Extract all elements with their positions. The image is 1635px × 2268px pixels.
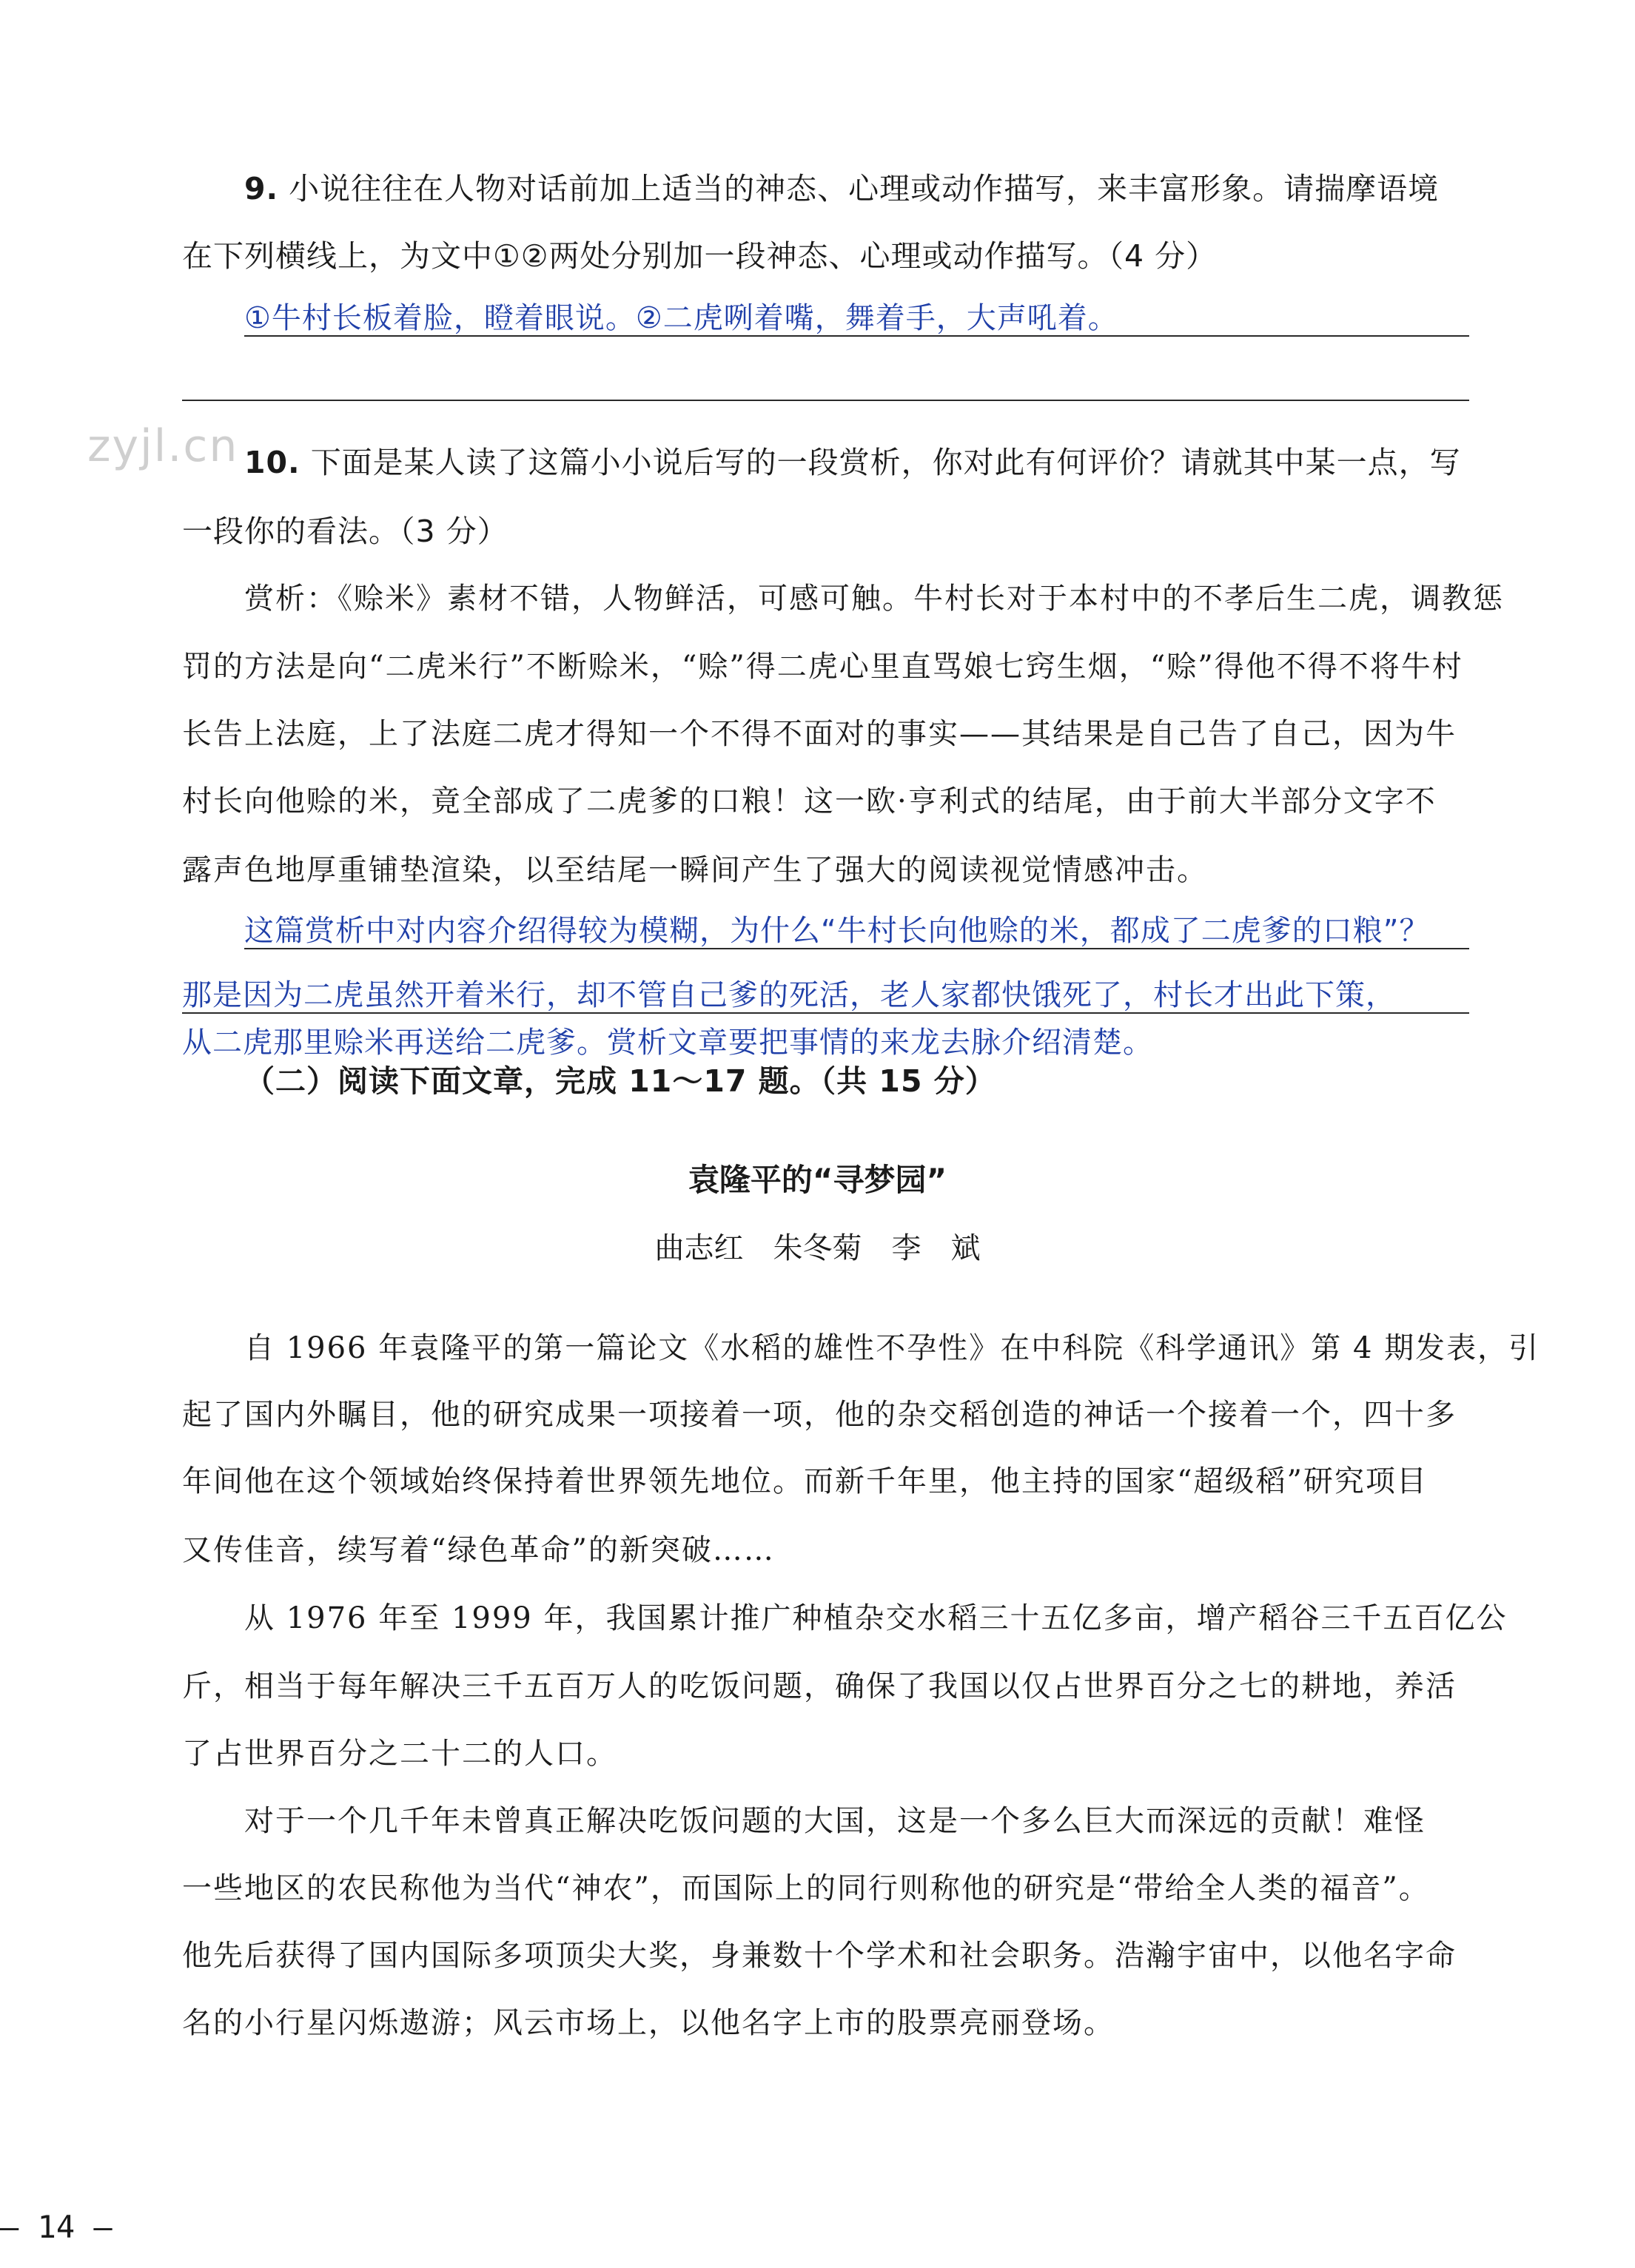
q10-passage-line-2: 长告上法庭，上了法庭二虎才得知一个不得不面对的事实——其结果是自己告了自己，因为牛 (182, 717, 1457, 751)
q10-passage-line-4: 露声色地厚重铺垫渲染，以至结尾一瞬间产生了强大的阅读视觉情感冲击。 (182, 853, 1208, 887)
q10-answer-rule-1 (244, 948, 1469, 949)
q9-line2: 在下列横线上，为文中①②两处分别加一段神态、心理或动作描写。（4 分） (182, 238, 1218, 274)
article-title: 袁隆平的“寻梦园” (688, 1162, 947, 1198)
q9-answer-rule-1 (244, 335, 1469, 337)
q10-number: 10. (244, 445, 301, 480)
q10-passage-line-3: 村长向他赊的米，竟全部成了二虎爹的口粮！这一欧·亨利式的结尾，由于前大半部分文字不 (182, 784, 1437, 818)
q10-line1 (244, 438, 1461, 482)
watermark: zyjl.cn (87, 420, 239, 472)
q10-line2: 一段你的看法。（3 分） (182, 514, 508, 549)
q9-line1 (244, 164, 1439, 208)
p3-line-2: 他先后获得了国内国际多项顶尖大奖，身兼数十个学术和社会职务。浩瀚宇宙中，以他名字命 (182, 1939, 1457, 1973)
q9-number: 9. (244, 171, 279, 206)
p1-line-2: 年间他在这个领域始终保持着世界领先地位。而新千年里，他主持的国家“超级稻”研究项目 (182, 1464, 1428, 1498)
page-number: — 14 — (0, 2209, 113, 2245)
q10-passage-line-1: 罚的方法是向“二虎米行”不断赊米，“赊”得二虎心里直骂娘七窍生烟，“赊”得他不得不将牛村 (182, 650, 1463, 684)
p2-line-2: 了占世界百分之二十二的人口。 (182, 1737, 617, 1771)
p1-line-1: 起了国内外瞩目，他的研究成果一项接着一项，他的杂交稻创造的神话一个接着一个，四十多 (182, 1398, 1457, 1432)
q9-text-1: 小说往往在人物对话前加上适当的神态、心理或动作描写，来丰富形象。请揣摩语境 (289, 171, 1440, 206)
p3-line-3: 名的小行星闪烁遨游；风云市场上，以他名字上市的股票亮丽登场。 (182, 2006, 1115, 2040)
q10-answer-rule-2 (182, 1012, 1469, 1014)
p2-line-1: 斤，相当于每年解决三千五百万人的吃饭问题，确保了我国以仅占世界百分之七的耕地，养活 (182, 1669, 1457, 1703)
q10-answer-line-1: 那是因为二虎虽然开着米行，却不管自己爹的死活，老人家都快饿死了，村长才出此下策， (182, 978, 1396, 1012)
p1-line-3: 又传佳音，续写着“绿色革命”的新突破…… (182, 1533, 775, 1567)
p2-line-0: 从 1976 年至 1999 年，我国累计推广种植杂交水稻三十五亿多亩，增产稻谷三千五百亿公 (244, 1601, 1508, 1635)
p1-line-0: 自 1966 年袁隆平的第一篇论文《水稻的雄性不孕性》在中科院《科学通讯》第 4 期发表，引 (244, 1331, 1540, 1365)
p3-line-1: 一些地区的农民称他为当代“神农”，而国际上的同行则称他的研究是“带给全人类的福音”。 (182, 1871, 1430, 1905)
q10-passage-line-0: 赏析：《赊米》素材不错，人物鲜活，可感可触。牛村长对于本村中的不孝后生二虎，调教惩 (244, 582, 1504, 616)
q10-text-1: 下面是某人读了这篇小小说后写的一段赏析，你对此有何评价？请就其中某一点，写 (310, 445, 1461, 480)
q10-answer-line-0: 这篇赏析中对内容介绍得较为模糊，为什么“牛村长向他赊的米，都成了二虎爹的口粮”？ (244, 914, 1430, 948)
q9-answer: ①牛村长板着脸，瞪着眼说。②二虎咧着嘴，舞着手，大声吼着。 (244, 301, 1118, 335)
p3-line-0: 对于一个几千年未曾真正解决吃饭问题的大国，这是一个多么巨大而深远的贡献！难怪 (244, 1804, 1426, 1838)
section2-heading: （二）阅读下面文章，完成 11～17 题。（共 15 分） (244, 1063, 996, 1099)
q9-answer-rule-2 (182, 400, 1469, 401)
article-authors: 曲志红 朱冬菊 李 斌 (654, 1231, 981, 1265)
q10-answer-line-2: 从二虎那里赊米再送给二虎爹。赏析文章要把事情的来龙去脉介绍清楚。 (182, 1026, 1153, 1060)
